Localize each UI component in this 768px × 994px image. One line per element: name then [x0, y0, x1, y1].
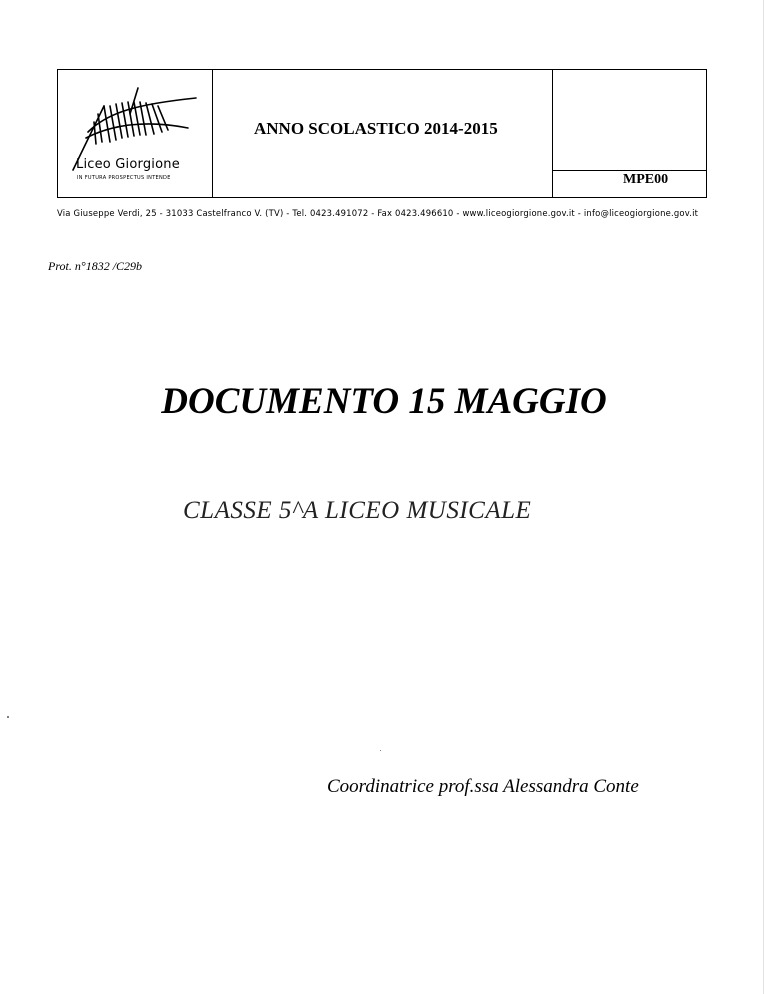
scan-edge-line	[763, 0, 764, 994]
header-table	[57, 69, 707, 198]
protocol-number: Prot. n°1832 /C29b	[48, 259, 143, 273]
right-column-divider	[552, 70, 553, 197]
document-title	[0, 380, 768, 423]
scan-speck	[380, 750, 381, 751]
code-cell-divider	[552, 170, 706, 171]
school-address: Via Giuseppe Verdi, 25 - 31033 Castelfranco V. (TV) - Tel. 0423.491072 - Fax 0423.496610 - www.liceogiorgione.gov.it - info@liceogiorgione.gov.it	[57, 209, 699, 219]
scan-speck	[7, 716, 9, 718]
coordinator-name: Coordinatrice prof.ssa Alessandra Conte	[327, 776, 639, 797]
document-code: MPE00	[623, 172, 669, 187]
class-name: CLASSE 5^A LICEO MUSICALE	[183, 497, 532, 524]
logo-name: Liceo Giorgione	[76, 157, 180, 172]
document-title-text: DOCUMENTO 15 MAGGIO	[161, 381, 607, 422]
school-year-title: ANNO SCOLASTICO 2014-2015	[254, 119, 498, 138]
logo-cell	[58, 70, 213, 197]
logo-motto: IN FUTURA PROSPECTUS INTENDE	[77, 175, 171, 181]
